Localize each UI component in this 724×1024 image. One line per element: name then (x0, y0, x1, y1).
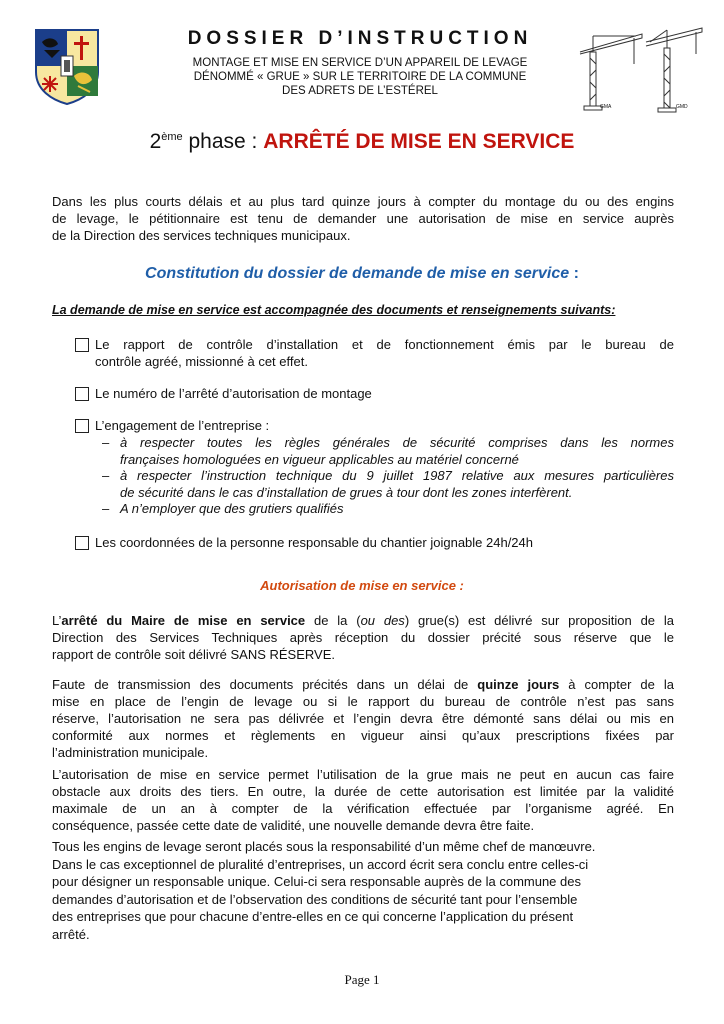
checklist-line: Le rapport de contrôle d’installation et de fonctionnement émis par le bureau de (95, 337, 674, 352)
authorisation-heading: Autorisation de mise en service : (260, 578, 464, 593)
authorisation-paragraph-3 (52, 766, 674, 834)
checklist-line: L’engagement de l’entreprise : (95, 418, 270, 433)
commitment-subitem (102, 467, 674, 501)
subitem-line: A n’employer que des grutiers qualifiés (120, 501, 344, 516)
phase-title: ARRÊTÉ DE MISE EN SERVICE (263, 130, 575, 153)
documents-heading: La demande de mise en service est accompagnée des documents et renseignements suivants: (52, 303, 616, 317)
section-title-text: Constitution du dossier de demande de mise en service (145, 265, 570, 282)
paragraph-line: conformité aux normes et règlements en vigueur ainsi qu’aux prescriptions fixées par (52, 728, 674, 743)
paragraph-line: Tous les engins de levage seront placés sous la responsabilité d’un même chef de manœuvre. (52, 839, 596, 854)
paragraph-line: maximale de un an à compter de la vérification effectuée par l’organisme agréé. En (52, 801, 674, 816)
document-title: DOSSIER D’INSTRUCTION (187, 28, 533, 49)
checklist-line: Le numéro de l’arrêté d’autorisation de montage (95, 386, 372, 401)
checkbox-assembly-decree[interactable] (75, 387, 89, 401)
authorisation-paragraph-1 (52, 612, 674, 663)
phase-superscript: ème (161, 131, 183, 143)
paragraph-line (52, 612, 674, 629)
italic-run: ou des (360, 613, 405, 628)
checklist-item-assembly-decree (95, 385, 674, 402)
subtitle-line: DES ADRETS DE L’ESTÉREL (282, 85, 438, 97)
authorisation-paragraph-2 (52, 676, 674, 761)
checkbox-control-report[interactable] (75, 338, 89, 352)
crane-caption-right: GMD (676, 104, 688, 110)
commitment-subitem (102, 500, 674, 517)
intro-line: de la Direction des services techniques municipaux. (52, 228, 351, 243)
phase-heading (0, 130, 724, 154)
paragraph-line: mise en place de l’engin de levage ou si le rapport du bureau de contrôle n’est pas sans (52, 694, 674, 709)
checkbox-company-commitment[interactable] (75, 419, 89, 433)
phase-number: 2 (149, 130, 162, 153)
paragraph-line: demandes d’autorisation et de l’observation des conditions de sécurité tant pour l’ensemble (52, 891, 578, 907)
section-title-colon: : (569, 265, 579, 282)
checklist-item-site-manager-contact (95, 534, 674, 551)
paragraph-line: pour désigner un responsable unique. Celui-ci sera responsable auprès de la commune des (52, 874, 581, 889)
crane-caption-left: GMA (600, 104, 612, 110)
checklist-line: contrôle agréé, missionné à cet effet. (95, 354, 308, 369)
authorisation-paragraph-4 (52, 838, 674, 943)
intro-line: de levage, le pétitionnaire est tenu de demander une autorisation de mise en service auprès (52, 211, 674, 226)
paragraph-line: rapport de contrôle soit délivré SANS RÉSERVE. (52, 647, 336, 662)
checklist-item-company-commitment (95, 417, 674, 434)
checklist-item-control-report (95, 336, 674, 370)
dash-marker: – (102, 468, 110, 483)
subitem-line: à respecter toutes les règles générales de sécurité comprises dans les normes (120, 435, 674, 450)
checkbox-site-manager-contact[interactable] (75, 536, 89, 550)
section-title (0, 265, 724, 283)
paragraph-line: l’administration municipale. (52, 745, 209, 760)
page-number: Page 1 (344, 972, 380, 987)
paragraph-line: Dans le cas exceptionnel de pluralité d’entreprises, un accord écrit sera conclu entre celles-ci (52, 856, 589, 872)
subitem-line: françaises homologuées en vigueur applicables au matériel concerné (120, 452, 519, 467)
text-run: Faute de transmission des documents précités dans un délai de (52, 677, 478, 692)
bold-run: arrêté du Maire de mise en service (61, 613, 306, 628)
subitem-line: de sécurité dans le cas d’installation de grues à tour dont les zones interfèrent. (120, 485, 573, 500)
checklist-line: Les coordonnées de la personne responsable du chantier joignable 24h/24h (95, 535, 533, 550)
paragraph-line: obstacle aux droits des tiers. En outre, la durée de cette autorisation est limitée par la validité (52, 784, 674, 799)
bold-run: quinze jours (477, 677, 560, 692)
dash-marker: – (102, 501, 110, 516)
paragraph-line: conséquence, passée cette date de validité, une nouvelle demande devra être faite. (52, 818, 535, 833)
paragraph-line: Direction des Services Techniques après réception du dossier précité sous réserve que le (52, 630, 674, 645)
paragraph-line: des entreprises que pour chacune d’entre-elles en ce qui concerne l’application du présent (52, 909, 574, 924)
paragraph-line: arrêté. (52, 926, 90, 942)
subtitle-line: DÉNOMMÉ « GRUE » SUR LE TERRITOIRE DE LA COMMUNE (193, 71, 527, 83)
paragraph-line (52, 676, 674, 693)
intro-line: Dans les plus courts délais et au plus tard quinze jours à compter du montage du ou des engins (52, 194, 674, 209)
coat-of-arms-logo (34, 28, 100, 106)
phase-prefix: phase : (182, 130, 264, 153)
crane-illustration (576, 24, 706, 116)
text-run: ) grue(s) est délivré sur proposition de la (404, 613, 674, 628)
intro-paragraph (52, 193, 674, 244)
paragraph-line: réserve, l’autorisation ne sera pas délivrée et l’engin devra être démonté sans délai ou mis en (52, 711, 674, 726)
commitment-subitem (102, 434, 674, 468)
text-run: à compter de la (559, 677, 675, 692)
dash-marker: – (102, 435, 110, 450)
document-subtitle (150, 56, 570, 98)
text-run: L’ (52, 613, 62, 628)
subtitle-line: MONTAGE ET MISE EN SERVICE D’UN APPAREIL DE LEVAGE (192, 57, 528, 69)
text-run: de la ( (305, 613, 361, 628)
subitem-line: à respecter l’instruction technique du 9 juillet 1987 relative aux mesures particulières (120, 468, 674, 483)
paragraph-line: L’autorisation de mise en service permet l’utilisation de la grue mais ne peut en aucun cas faire (52, 767, 674, 782)
